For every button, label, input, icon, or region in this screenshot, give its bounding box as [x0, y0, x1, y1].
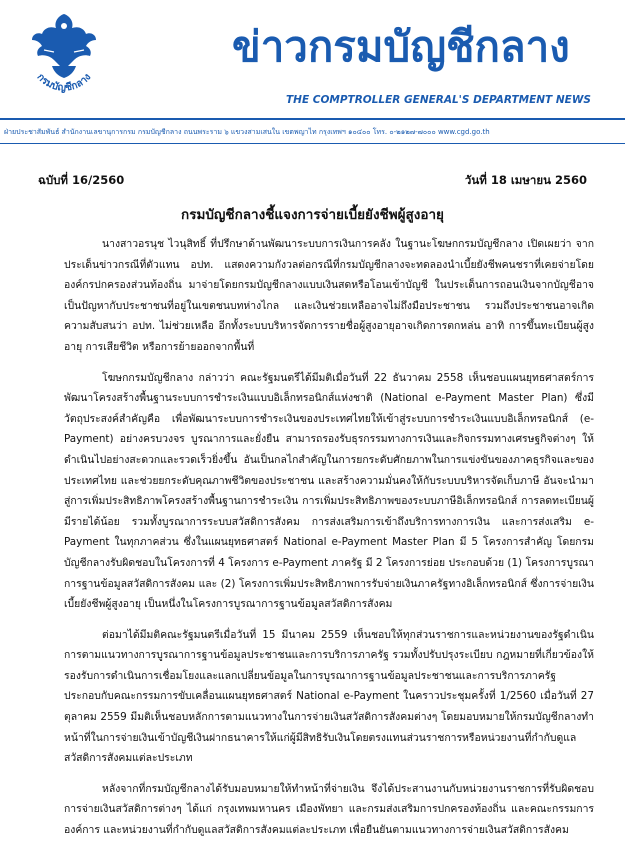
issue-date: วันที่ 18 เมษายน 2560	[464, 173, 587, 187]
article-body	[64, 234, 594, 851]
contact-divider	[0, 143, 625, 144]
header-divider	[0, 118, 625, 120]
masthead-subtitle: THE COMPTROLLER GENERAL'S DEPARTMENT NEWS	[286, 94, 591, 106]
svg-text:กรมบัญชีกลาง: กรมบัญชีกลาง	[34, 71, 94, 94]
paragraph: โฆษกกรมบัญชีกลาง กล่าวว่า คณะรัฐมนตรีได้มีมติเมื่อวันที่ 22 ธันวาคม 2558 เห็นชอบแผนยุทธศาสตร์การพัฒนาโครงสร้างพื้นฐานระบบการชำระเงินแบบอิเล็กทรอนิกส์แห่งชาติ (National e-Payment Master Plan) ซึ่งมีวัตถุประสงค์สำคัญคือ เพื่อพัฒนาระบบการชำระเงินของประเทศไทยให้เข้าสู่ระบบการชำระเงินแบบอิเล็กทรอนิกส์ (e-Payment) อย่างครบวงจร บูรณาการและยั่งยืน สามารถรองรับธุรกรรมทางการเงินและกิจกรรมทางเศรษฐกิจต่างๆ ให้ดำเนินไปอย่างสะดวกและรวดเร็วยิ่งขึ้น อันเป็นกลไกสำคัญในการยกระดับศักยภาพในการแข่งขันของภาคธุรกิจและของประเทศไทย และช่วยยกระดับคุณภาพชีวิตของประชาชน และสร้างความมั่นคงให้กับระบบบริหารจัดเก็บภาษี อันจะนำมาสู่การเพิ่มประสิทธิภาพโครงสร้างพื้นฐานการชำระเงิน การเพิ่มประสิทธิภาพของระบบภาษีอิเล็กทรอนิกส์ การลดทะเบียนผู้มีรายได้น้อย รวมทั้งบูรณาการระบบสวัสดิการสังคม การส่งเสริมการเข้าถึงบริการทางการเงิน และการส่งเสริม e-Payment ในทุกภาคส่วน ซึ่งในแผนยุทธศาสตร์ National e-Payment Master Plan มี 5 โครงการสำคัญ โดยกรมบัญชีกลางรับผิดชอบในโครงการที่ 4 โครงการ e-Payment ภาครัฐ มี 2 โครงการย่อย ประกอบด้วย (1) โครงการบูรณาการฐานข้อมูลสวัสดิการสังคม และ (2) โครงการเพิ่มประสิทธิภาพการรับจ่ายเงินภาครัฐทางอิเล็กทรอนิกส์ ซึ่งการจ่ายเงินเบี้ยยังชีพผู้สูงอายุ เป็นหนึ่งในโครงการบูรณาการฐานข้อมูลสวัสดิการสังคม	[64, 371, 594, 611]
paragraph: นางสาวอรนุช ไวนุสิทธิ์ ที่ปรึกษาด้านพัฒนาระบบการเงินการคลัง ในฐานะโฆษกกรมบัญชีกลาง เปิดเผยว่า จากประเด็นข่าวกรณีที่ตัวแทน อปท. แสดงความกังวลต่อกรณีที่กรมบัญชีกลางจะทดลองนำเบี้ยยังชีพคนชราที่เคยจ่ายโดยองค์กรปกครองส่วนท้องถิ่น มาจ่ายโดยกรมบัญชีกลางแบบเงินสดหรือโอนเข้าบัญชี ในประเด็นการถอนเงินจากบัญชีอาจเป็นปัญหากับประชาชนที่อยู่ในเขตชนบทห่างไกล และเงินช่วยเหลืออาจไม่ถึงมือประชาชน รวมถึงประชาชนอาจเกิดความสับสนว่า อปท. ไม่ช่วยเหลือ อีกทั้งระบบบริหารจัดการรายชื่อผู้สูงอายุอาจเกิดการตกหล่น อาทิ การขึ้นทะเบียนผู้สูงอายุ การเสียชีวิต หรือการย้ายออกจากพื้นที่	[64, 238, 594, 353]
masthead-title: ข่าวกรมบัญชีกลาง	[232, 22, 570, 71]
issue-number: ฉบับที่ 16/2560	[38, 173, 125, 187]
masthead	[0, 0, 625, 118]
garuda-logo-icon	[14, 6, 114, 106]
paragraph: ต่อมาได้มีมติคณะรัฐมนตรีเมื่อวันที่ 15 มีนาคม 2559 เห็นชอบให้ทุกส่วนราชการและหน่วยงานของรัฐดำเนินการตามแนวทางการบูรณาการฐานข้อมูลประชาชนและการบริการภาครัฐ รวมทั้งปรับปรุงระเบียบ กฎหมายที่เกี่ยวข้องให้รองรับการดำเนินการเชื่อมโยงและแลกเปลี่ยนข้อมูลในการบูรณาการฐานข้อมูลประชาชนและการบริการภาครัฐ ประกอบกับคณะกรรมการขับเคลื่อนแผนยุทธศาสตร์ National e-Payment ในคราวประชุมครั้งที่ 1/2560 เมื่อวันที่ 27 ตุลาคม 2559 มีมติเห็นชอบหลักการตามแนวทางในการจ่ายเงินสวัสดิการสังคมต่างๆ โดยมอบหมายให้กรมบัญชีกลางทำหน้าที่ในการจ่ายเงินเข้าบัญชีเงินฝากธนาคารให้แก่ผู้มีสิทธิรับเงินโดยตรงแทนส่วนราชการหรือหน่วยงานที่กำกับดูแลสวัสดิการสังคมแต่ละประเภท	[64, 628, 594, 765]
contact-line: ฝ่ายประชาสัมพันธ์ สำนักงานเลขานุการกรม กรมบัญชีกลาง ถนนพระราม ๖ แขวงสามเสนใน เขตพญาไท กรุงเทพฯ ๑๐๔๐๐ โทร. ๐-๒๑๒๗-๗๐๐๐ www.cgd.go.th	[4, 128, 490, 136]
news-headline: กรมบัญชีกลางชี้แจงการจ่ายเบี้ยยังชีพผู้สูงอายุ	[181, 207, 444, 223]
paragraph: หลังจากที่กรมบัญชีกลางได้รับมอบหมายให้ทำหน้าที่จ่ายเงิน จึงได้ประสานงานกับหน่วยงานราชการที่รับผิดชอบการจ่ายเงินสวัสดิการต่างๆ ได้แก่ กรุงเทพมหานคร เมืองพัทยา และกรมส่งเสริมการปกครองท้องถิ่น และคณะกรรมการองค์การ และหน่วยงานที่กำกับดูแลสวัสดิการสังคมแต่ละประเภท เพื่อยืนยันตามแนวทางการจ่ายเงินสวัสดิการสังคม	[64, 782, 594, 837]
